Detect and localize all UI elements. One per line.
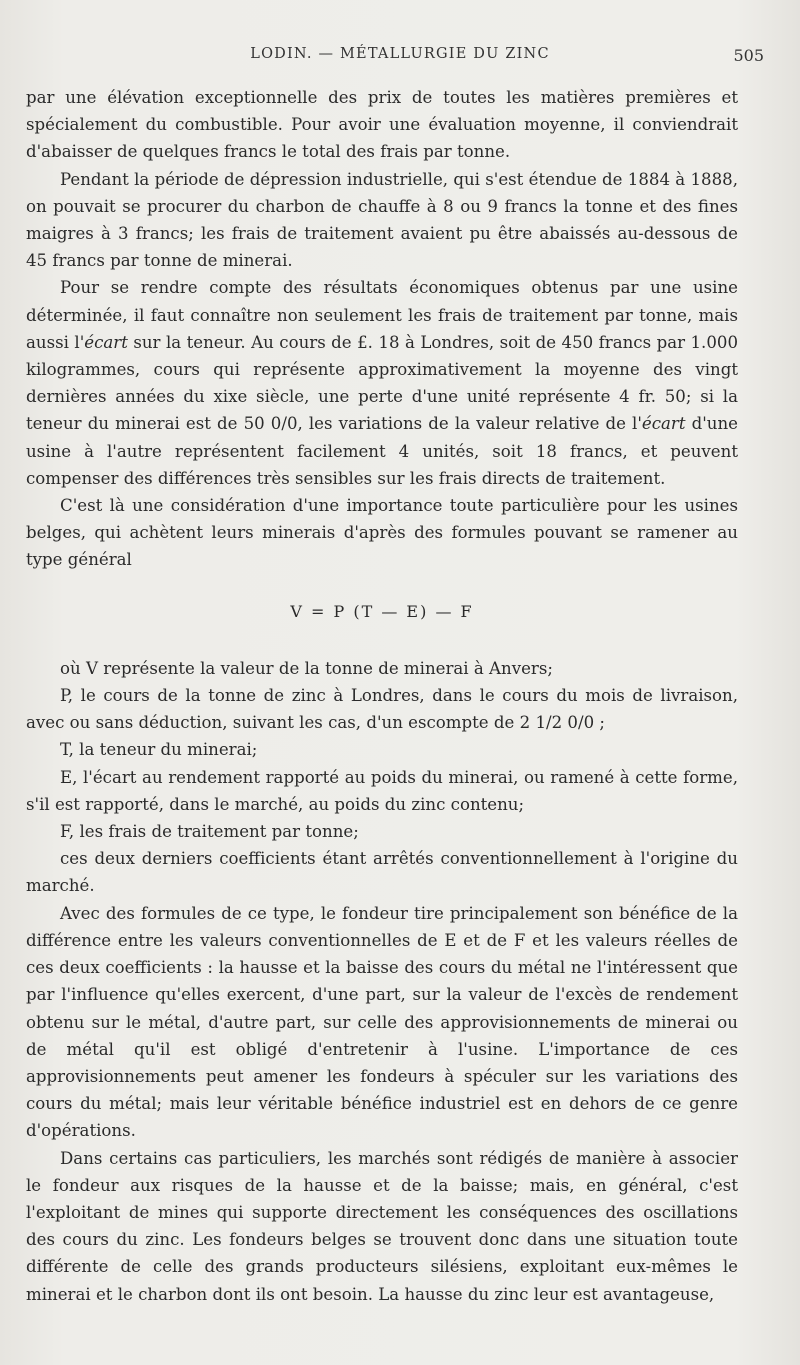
definition-t: T, la teneur du minerai; [60,740,258,760]
emphasis-ecart: écart [84,332,128,352]
paragraph-depression-period: Pendant la période de dépression industrielle, qui s'est étendue de 1884 à 1888, on pouvait se procurer du charbon de chauffe à 8 ou 9 francs la tonne et des fines maigres à 3 francs; les frais de traitement avaient pu être abaissés au-dessous de 45 francs par tonne de minerai. [26,169,738,271]
page-number: 505 [733,46,764,65]
paragraph-founder-profit: Avec des formules de ce type, le fondeur tire principalement son bénéfice de la différence entre les valeurs conventionnelles de E et de F et les valeurs réelles de ces deux coefficients : la hausse et la baisse des cours du métal ne l'intéressent que par l'influence qu'elles exercent, d'une part, sur la valeur de l'excès de rendement obtenu sur le métal, d'autre part, sur celle des approvisionnements de minerai ou de métal qu'il est obligé d'entretenir à l'usine. L'importance de ces approvisionnements peut amener les fondeurs à spéculer sur les variations des cours du métal; mais leur véritable bénéfice industriel est en dehors de ce genre d'opérations. [26,903,738,1141]
paragraph-belgian-factories: C'est là une considération d'une importance toute particulière pour les usines belges, qui achètent leurs minerais d'après des formules pouvant se ramener au type général [26,496,738,570]
formula: V = P (T — E) — F [290,601,474,621]
paragraph-continuation: par une élévation exceptionnelle des prix de toutes les matières premières et spécialement du combustible. Pour avoir une évaluation moyenne, il conviendrait d'abaisser de quelques francs le total des frais par tonne. [26,88,738,162]
paragraph-economic-results [26,274,738,492]
paragraph-particular-cases: Dans certains cas particuliers, les marchés sont rédigés de manière à associer le fondeur aux risques de la hausse et de la baisse; mais, en général, c'est l'exploitant de mines qui supporte directement les conséquences des oscillations des cours du zinc. Les fondeurs belges se trouvent donc dans une situation toute différente de celle des grands producteurs silésiens, exploitant eux-mêmes le minerai et le charbon dont ils ont besoin. La hausse du zinc leur est avantageuse, [26,1148,738,1304]
running-title: LODIN. — MÉTALLURGIE DU ZINC [250,46,550,62]
body-text [26,84,738,1308]
definition-v: où V représente la valeur de la tonne de minerai à Anvers; [60,658,553,678]
page-header [0,46,800,70]
emphasis-ecart: écart [641,414,686,434]
definition-p: P, le cours de la tonne de zinc à Londres, dans le cours du mois de livraison, avec ou sans déduction, suivant les cas, d'un escompte de 2 1/2 0/0 ; [26,686,738,733]
definition-note: ces deux derniers coefficients étant arrêtés conventionnellement à l'origine du marché. [26,849,738,896]
paragraph-text: d'une usine à l'autre représentent facilement 4 unités, soit 18 francs, et peuvent compenser des différences très sensibles sur les frais directs de traitement. [26,414,738,488]
definition-f: F, les frais de traitement par tonne; [60,822,359,842]
definition-e: E, l'écart au rendement rapporté au poids du minerai, ou ramené à cette forme, s'il est rapporté, dans le marché, au poids du zinc contenu; [26,767,738,814]
paragraph-text: sur la teneur. Au cours de £. 18 à Londres, soit de 450 francs par 1.000 kilogrammes, cours qui représente approximativement la moyenne des vingt dernières années du xixe siècle, une perte d'une unité représente 4 fr. 50; si la teneur du minerai est de 50 0/0, les variations de la valeur relative de l' [26,332,739,434]
paragraph-text: Pour se rendre compte des résultats économiques obtenus par une usine déterminée, il faut connaître non seulement les frais de traitement par tonne, mais aussi l' [26,278,738,352]
